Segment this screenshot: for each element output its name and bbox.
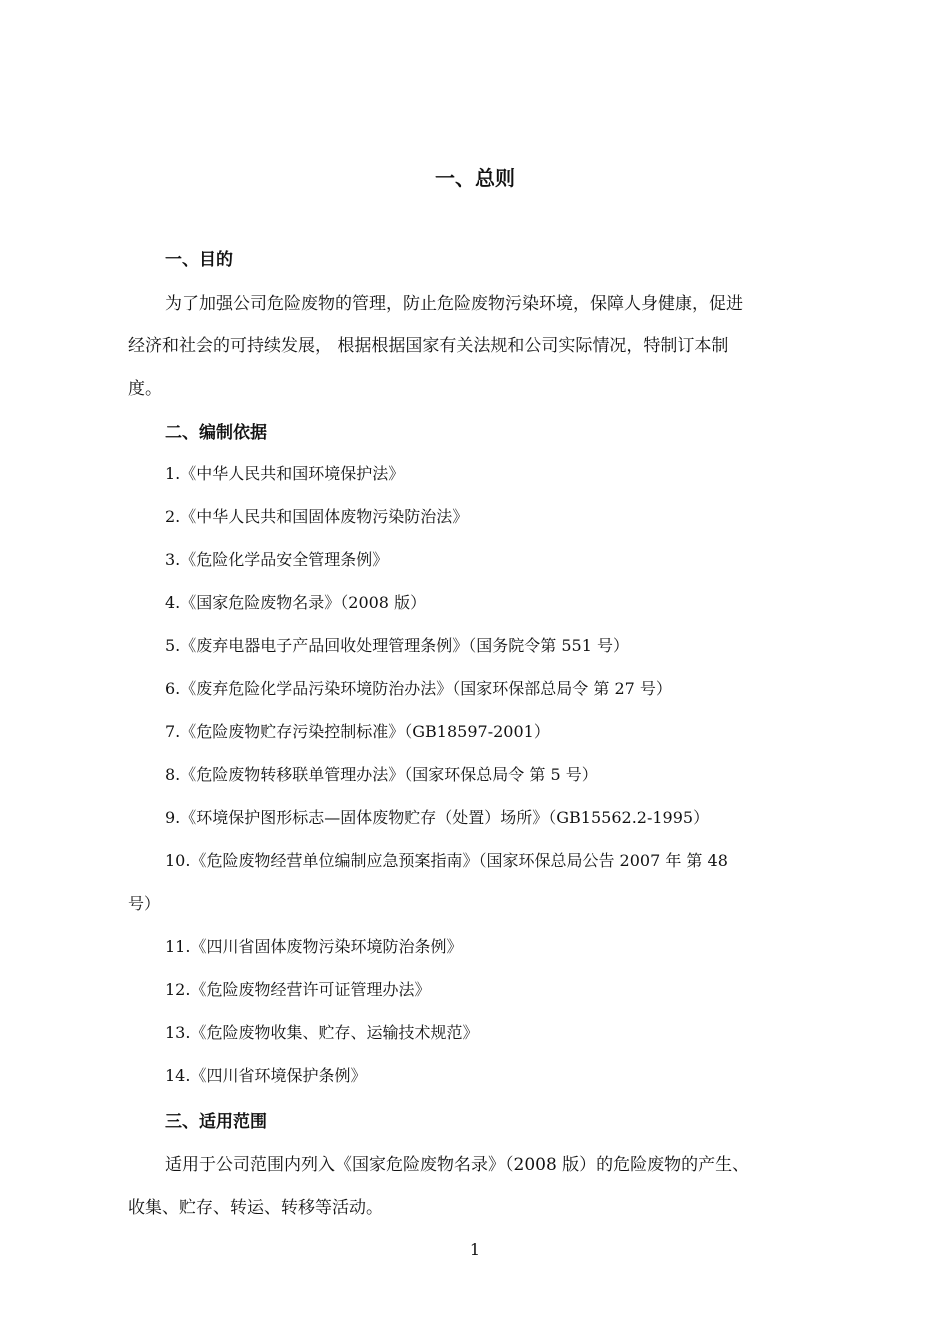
list-item: 12.《危险废物经营许可证管理办法》 (165, 980, 431, 999)
list-item: 7.《危险废物贮存污染控制标准》（GB18597-2001） (165, 722, 550, 741)
list-item: 1.《中华人民共和国环境保护法》 (165, 464, 405, 483)
list-item: 13.《危险废物收集、贮存、运输技术规范》 (165, 1023, 479, 1042)
paragraph-line: 收集、贮存、转运、转移等活动。 (128, 1198, 383, 1218)
section-heading-basis: 二、编制依据 (165, 423, 267, 443)
paragraph-line: 适用于公司范围内列入《国家危险废物名录》（2008 版）的危险废物的产生、 (165, 1155, 750, 1175)
page-number: 1 (469, 1240, 481, 1259)
list-item: 8.《危险废物转移联单管理办法》（国家环保总局令 第 5 号） (165, 765, 598, 784)
list-item: 6.《废弃危险化学品污染环境防治办法》（国家环保部总局令 第 27 号） (165, 679, 672, 698)
section-heading-scope: 三、适用范围 (165, 1112, 267, 1132)
list-item: 3.《危险化学品安全管理条例》 (165, 550, 389, 569)
paragraph-line: 为了加强公司危险废物的管理，防止危险废物污染环境，保障人身健康，促进 (165, 294, 743, 314)
page-title: 一、总则 (435, 166, 515, 190)
list-item: 4.《国家危险废物名录》（2008 版） (165, 593, 427, 612)
list-item-continuation: 号） (128, 894, 161, 913)
list-item: 11.《四川省固体废物污染环境防治条例》 (165, 937, 463, 956)
section-heading-purpose: 一、目的 (165, 250, 233, 270)
list-item: 9.《环境保护图形标志—固体废物贮存（处置）场所》（GB15562.2-1995） (165, 808, 710, 827)
list-item: 10.《危险废物经营单位编制应急预案指南》（国家环保总局公告 2007 年 第 48 (165, 851, 728, 870)
list-item: 5.《废弃电器电子产品回收处理管理条例》（国务院令第 551 号） (165, 636, 629, 655)
list-item: 14.《四川省环境保护条例》 (165, 1066, 367, 1085)
list-item: 2.《中华人民共和国固体废物污染防治法》 (165, 507, 469, 526)
paragraph-line: 度。 (128, 379, 162, 399)
paragraph-line: 经济和社会的可持续发展， 根据根据国家有关法规和公司实际情况，特制订本制 (128, 336, 729, 356)
